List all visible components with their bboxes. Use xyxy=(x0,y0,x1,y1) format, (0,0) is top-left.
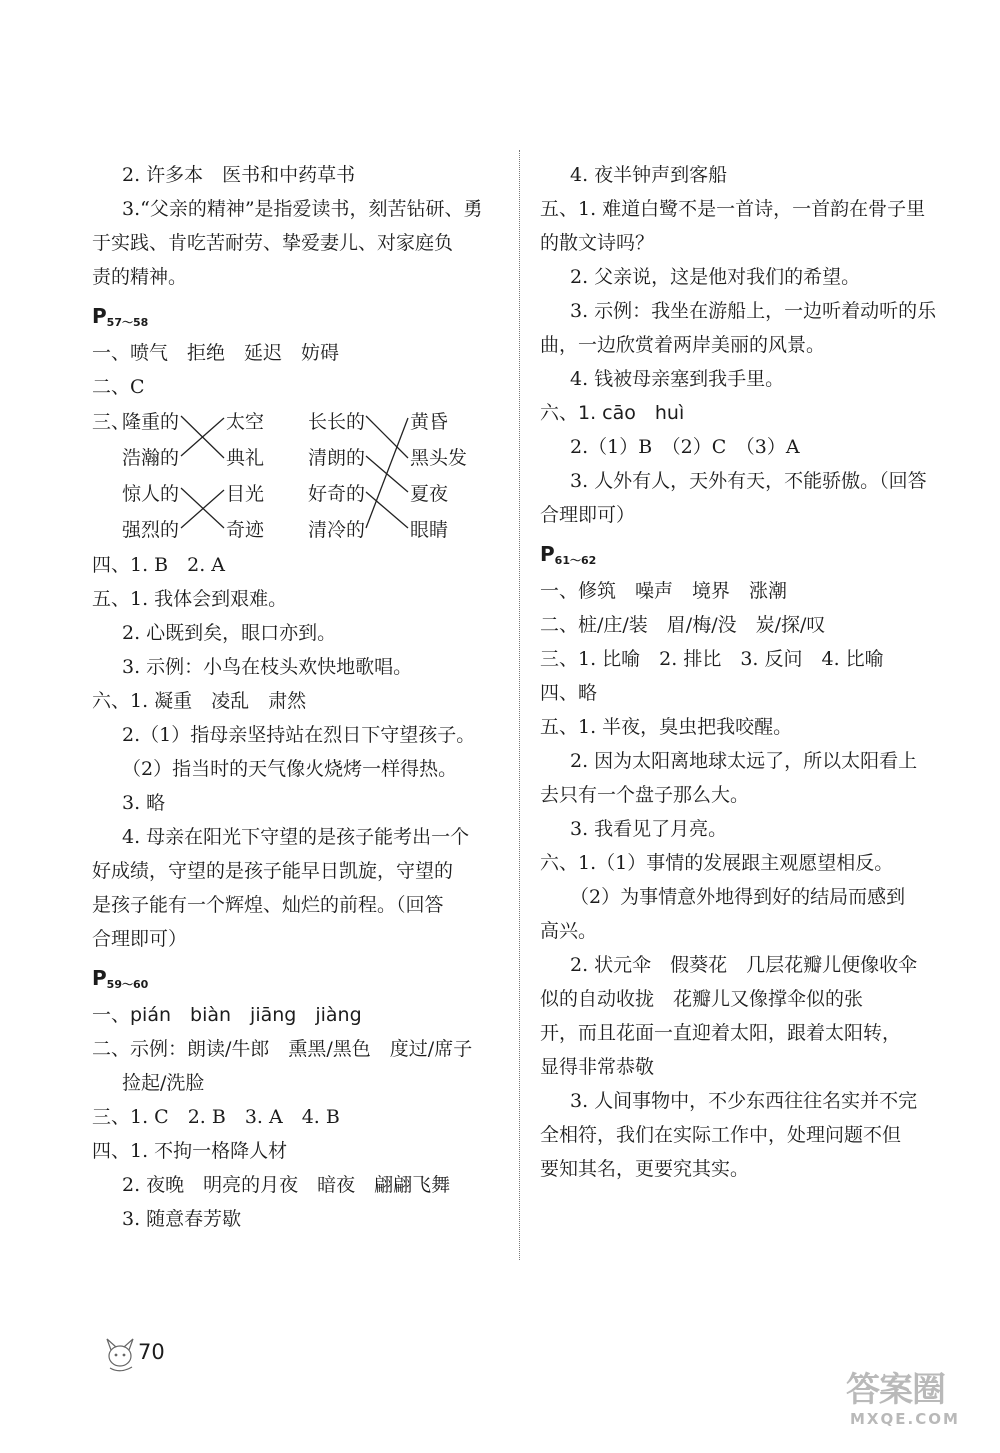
answer-line: 二、示例：朗读/牛郎 熏黑/黑色 度过/席子 xyxy=(92,1038,473,1060)
answer-line: 4. 钱被母亲塞到我手里。 xyxy=(570,368,785,390)
answer-line: 3. 人外有人，天外有天，不能骄傲。（回答 xyxy=(570,470,927,492)
matching-target: 典礼 xyxy=(226,447,265,469)
answer-line: 好成绩，守望的是孩子能早日凯旋，守望的 xyxy=(92,860,454,882)
matching-lines xyxy=(92,404,502,548)
answer-line: 三、1. 比喻 2. 排比 3. 反问 4. 比喻 xyxy=(540,648,884,670)
answer-line: 是孩子能有一个辉煌、灿烂的前程。（回答 xyxy=(92,894,444,916)
matching-word: 长长的 xyxy=(308,411,366,433)
answer-line: 责的精神。 xyxy=(92,266,188,288)
answer-line: 五、1. 半夜，臭虫把我咬醒。 xyxy=(540,716,793,738)
page-number xyxy=(100,1330,165,1378)
answer-line: 4. 夜半钟声到客船 xyxy=(570,164,728,186)
answer-line: （2）为事情意外地得到好的结局而感到 xyxy=(570,886,906,908)
answer-line: 3. 我看见了月亮。 xyxy=(570,818,728,840)
column-divider xyxy=(519,150,520,1260)
matching-word: 强烈的 xyxy=(122,519,180,541)
matching-word: 隆重的 xyxy=(122,411,180,433)
answer-line: 捡起/洗脸 xyxy=(122,1072,205,1094)
answer-line: 2. 心既到矣，眼口亦到。 xyxy=(122,622,337,644)
right-column xyxy=(540,158,950,1186)
answer-line: 四、1. B 2. A xyxy=(92,554,226,576)
mascot-icon xyxy=(100,1330,140,1374)
page-number-text: 70 xyxy=(138,1340,165,1364)
matching-word: 浩瀚的 xyxy=(122,447,180,469)
matching-target: 眼睛 xyxy=(410,519,449,541)
answer-line: 2. 父亲说，这是他对我们的希望。 xyxy=(570,266,861,288)
answer-line: 3.“父亲的精神”是指爱读书，刻苦钻研、勇 xyxy=(122,198,483,220)
answer-line: 高兴。 xyxy=(540,920,598,942)
answer-line: 2.（1）B （2）C （3）A xyxy=(570,436,800,458)
answer-line: 一、修筑 噪声 境界 涨潮 xyxy=(540,580,788,602)
answer-line: 2. 因为太阳离地球太远了，所以太阳看上 xyxy=(570,750,918,772)
answer-line: 合理即可） xyxy=(540,504,636,526)
matching-word: 清朗的 xyxy=(308,447,366,469)
site-watermark xyxy=(842,1360,960,1442)
answer-line: 显得非常恭敬 xyxy=(540,1056,655,1078)
answer-line: 4. 母亲在阳光下守望的是孩子能考出一个 xyxy=(122,826,470,848)
answer-line: 2. 许多本 医书和中药草书 xyxy=(122,164,356,186)
watermark-logo-text: 答案圈 xyxy=(846,1370,945,1410)
answer-line: 开，而且花面一直迎着太阳，跟着太阳转， xyxy=(540,1022,902,1044)
answer-line: 三、1. C 2. B 3. A 4. B xyxy=(92,1106,340,1128)
matching-lead: 三、 xyxy=(92,411,131,433)
page-range-heading-59: $P_{59\sim 60}$ xyxy=(92,966,149,991)
answer-line: 似的自动收拢 花瓣儿又像撑伞似的张 xyxy=(540,988,864,1010)
pinyin-answer-line: 一、pián biàn jiāng jiàng xyxy=(92,1004,362,1026)
answer-line: 合理即可） xyxy=(92,928,188,950)
answer-line: 全相符，我们在实际工作中，处理问题不但 xyxy=(540,1124,902,1146)
answer-line: 六、1.（1）事情的发展跟主观愿望相反。 xyxy=(540,852,894,874)
matching-target: 黑头发 xyxy=(410,447,468,469)
matching-target: 奇迹 xyxy=(226,519,265,541)
matching-word: 惊人的 xyxy=(122,483,180,505)
answer-line: 的散文诗吗？ xyxy=(540,232,655,254)
page-range-heading-57: $P_{57\sim 58}$ xyxy=(92,304,149,329)
page-range-heading-61: $P_{61\sim 62}$ xyxy=(540,542,597,567)
matching-line xyxy=(366,416,408,458)
matching-target: 黄昏 xyxy=(410,411,449,433)
answer-line: 2. 状元伞 假葵花 几层花瓣儿便像收伞 xyxy=(570,954,918,976)
answer-line: 二、桩/庄/装 眉/梅/没 炭/探/叹 xyxy=(540,614,826,636)
answer-line: （2）指当时的天气像火烧烤一样得热。 xyxy=(122,758,458,780)
answer-line: 曲，一边欣赏着两岸美丽的风景。 xyxy=(540,334,826,356)
matching-line xyxy=(366,418,408,528)
answer-line: 于实践、肯吃苦耐劳、挚爱妻儿、对家庭负 xyxy=(92,232,454,254)
matching-target: 夏夜 xyxy=(410,483,449,505)
answer-line: 3. 示例：我坐在游船上，一边听着动听的乐 xyxy=(570,300,937,322)
matching-line xyxy=(181,418,224,456)
matching-word: 好奇的 xyxy=(308,483,366,505)
answer-line: 2.（1）指母亲坚持站在烈日下守望孩子。 xyxy=(122,724,476,746)
answer-line: 二、C xyxy=(92,376,145,398)
answer-line: 去只有一个盘子那么大。 xyxy=(540,784,750,806)
left-column xyxy=(92,158,502,1236)
answer-line: 一、喷气 拒绝 延迟 妨碍 xyxy=(92,342,340,364)
answer-line: 六、1. 凝重 凌乱 肃然 xyxy=(92,690,307,712)
answer-line: 3. 示例：小鸟在枝头欢快地歌唱。 xyxy=(122,656,413,678)
answer-line: 3. 随意春芳歇 xyxy=(122,1208,242,1230)
answer-line: 要知其名，更要究其实。 xyxy=(540,1158,750,1180)
matching-target: 目光 xyxy=(226,483,265,505)
answer-line: 四、1. 不拘一格降人材 xyxy=(92,1140,288,1162)
word-matching-exercise xyxy=(92,404,502,548)
watermark-url: MXQE.COM xyxy=(850,1410,960,1428)
answer-line: 四、略 xyxy=(540,682,598,704)
answer-line: 五、1. 难道白鹭不是一首诗，一首韵在骨子里 xyxy=(540,198,926,220)
pinyin-answer-line: 六、1. cāo huì xyxy=(540,402,685,424)
answer-line: 3. 人间事物中，不少东西往往名实并不完 xyxy=(570,1090,918,1112)
answer-line: 2. 夜晚 明亮的月夜 暗夜 翩翩飞舞 xyxy=(122,1174,451,1196)
matching-word: 清冷的 xyxy=(308,519,366,541)
answer-line: 3. 略 xyxy=(122,792,166,814)
answer-line: 五、1. 我体会到艰难。 xyxy=(92,588,288,610)
matching-target: 太空 xyxy=(226,411,265,433)
